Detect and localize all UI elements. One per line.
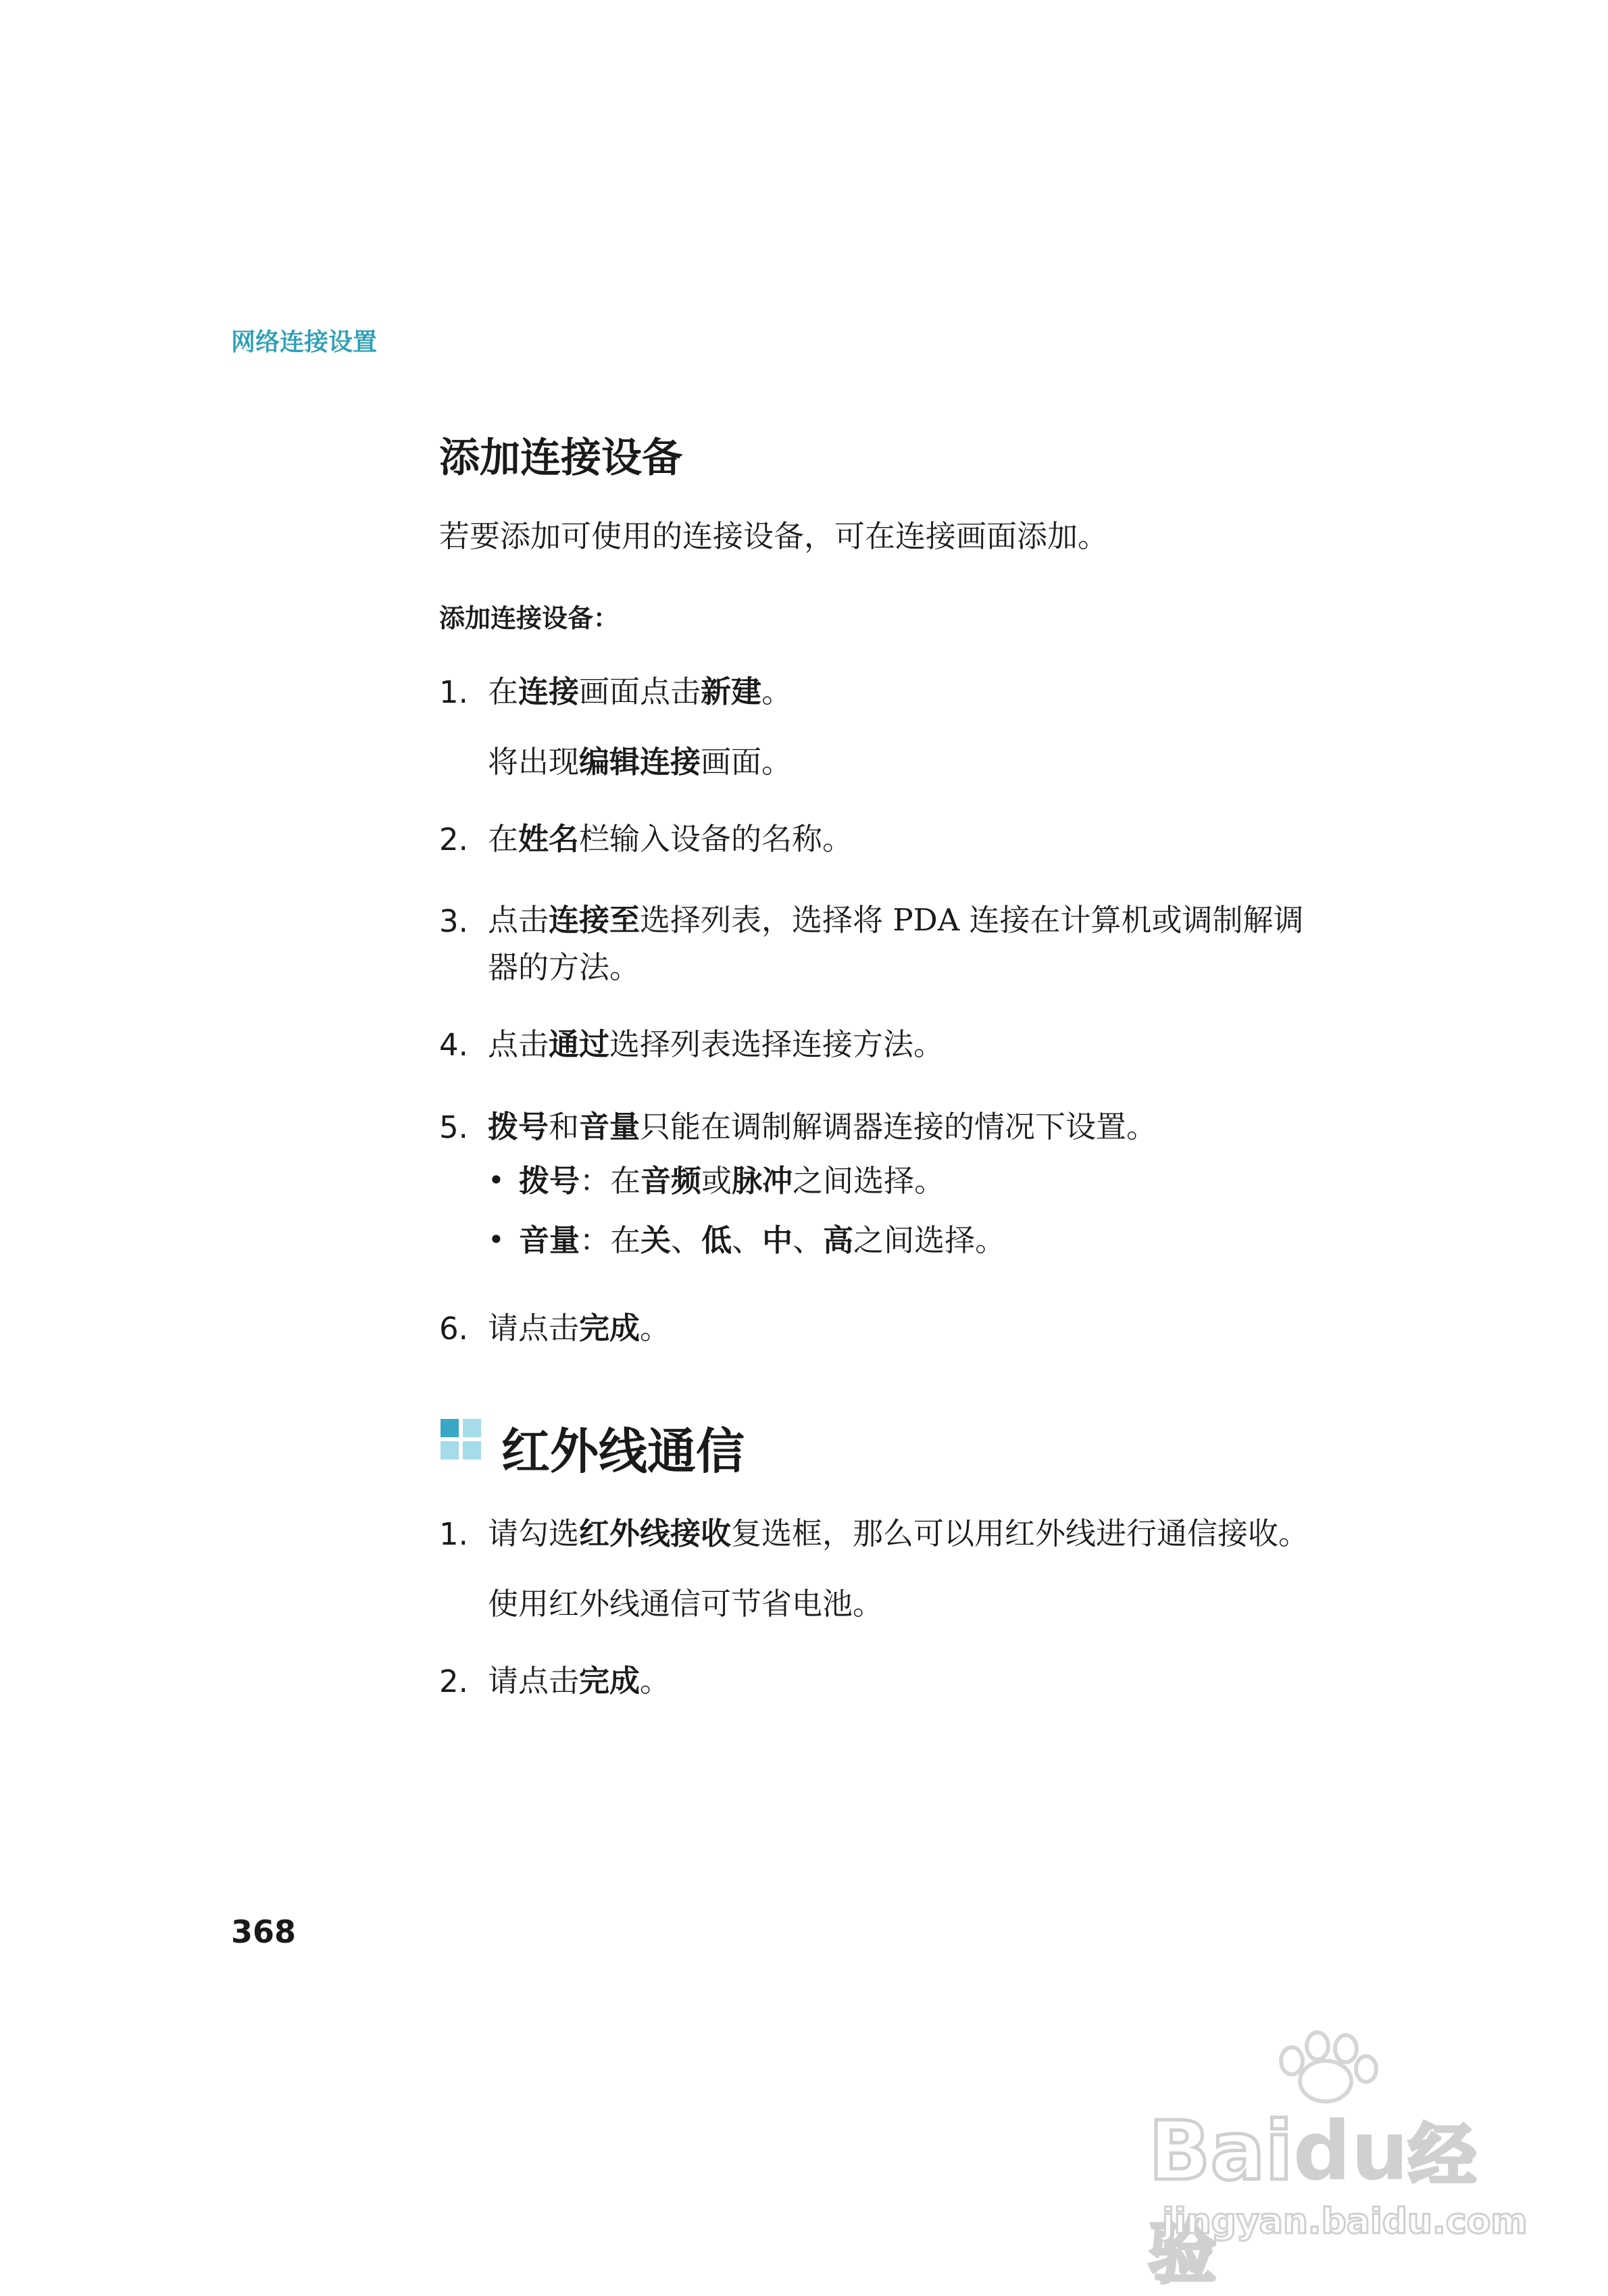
- term-volume: 音量: [519, 1222, 580, 1258]
- ir-step-2-text: [488, 1655, 670, 1707]
- term-edit-connection: 编辑连接: [579, 744, 701, 780]
- term-name: 姓名: [518, 821, 580, 857]
- term-high: 高: [823, 1222, 854, 1258]
- heading-add-device: 添加连接设备: [439, 434, 682, 482]
- bullet-volume: [519, 1215, 1005, 1266]
- text: 在: [488, 674, 519, 709]
- step-4-text: [488, 1019, 944, 1070]
- section-squares-icon: [441, 1419, 484, 1462]
- term-off: 关: [640, 1222, 672, 1258]
- term-ir-receive: 红外线接收: [579, 1516, 732, 1551]
- text: 在: [488, 821, 519, 857]
- term-done: 完成: [579, 1310, 640, 1346]
- watermark-brand-part: Bai: [1149, 2105, 1293, 2199]
- text: 画面。: [701, 744, 793, 780]
- text: 或: [701, 1163, 732, 1199]
- icon-square: [441, 1441, 459, 1459]
- text: 将出现: [488, 744, 580, 780]
- bullet-dial: [519, 1155, 945, 1207]
- step-number: 1.: [439, 674, 468, 710]
- ir-step-1-note: 使用红外线通信可节省电池。: [488, 1586, 884, 1622]
- watermark-jingyan: 经验: [1149, 2116, 1476, 2293]
- text: 栏输入设备的名称。: [579, 821, 853, 857]
- watermark-brand: [1149, 2101, 1527, 2296]
- step-number: 6.: [439, 1311, 468, 1347]
- text: 之间选择。: [853, 1222, 1006, 1258]
- term-dial: 拨号: [519, 1163, 580, 1199]
- heading-infrared: 红外线通信: [501, 1423, 745, 1480]
- watermark-url: jingyan.baidu.com: [1162, 2201, 1528, 2242]
- text: 和: [549, 1109, 580, 1145]
- text: ：在: [580, 1222, 641, 1258]
- step-6-text: [488, 1303, 670, 1354]
- bullet-dot: •: [488, 1223, 505, 1256]
- section-tag: 网络连接设置: [231, 328, 378, 356]
- text: 请勾选: [488, 1516, 580, 1551]
- step-number: 2.: [439, 1664, 468, 1699]
- text: 选择列表选择连接方法。: [609, 1026, 945, 1062]
- text: 画面点击: [579, 674, 701, 709]
- step-3-text: [488, 895, 1304, 946]
- text: 、: [793, 1222, 824, 1258]
- step-1-text: [488, 666, 792, 718]
- term-volume: 音量: [579, 1109, 640, 1145]
- step-number: 4.: [439, 1027, 468, 1063]
- step-1-note: [488, 737, 792, 788]
- term-connect-to: 连接至: [549, 902, 640, 938]
- term-dial: 拨号: [488, 1109, 549, 1145]
- ir-step-1-text: [488, 1508, 1309, 1559]
- icon-square: [463, 1441, 481, 1459]
- step-2-text: [488, 814, 853, 865]
- bullet-dot: •: [488, 1164, 505, 1197]
- text: 请点击: [488, 1310, 580, 1346]
- text: 。: [761, 674, 793, 709]
- term-pulse: 脉冲: [732, 1163, 793, 1199]
- text: 只能在调制解调器连接的情况下设置。: [640, 1109, 1157, 1145]
- text: 。: [640, 1310, 671, 1346]
- watermark-brand-du: du: [1292, 2105, 1409, 2199]
- page-number: 368: [231, 1914, 297, 1950]
- step-3-text-line2: 器的方法。: [488, 949, 640, 985]
- text: 之间选择。: [793, 1163, 945, 1199]
- term-low: 低: [701, 1222, 732, 1258]
- step-number: 2.: [439, 822, 468, 857]
- baidu-watermark: [1149, 2027, 1528, 2293]
- term-connection: 连接: [518, 674, 580, 709]
- term-new: 新建: [701, 674, 762, 709]
- step-number: 1.: [439, 1516, 468, 1552]
- icon-square: [463, 1419, 481, 1437]
- intro-paragraph: 若要添加可使用的连接设备，可在连接画面添加。: [439, 518, 1109, 554]
- term-tone: 音频: [640, 1163, 702, 1199]
- text: ：在: [580, 1163, 641, 1199]
- step-5-text: [488, 1101, 1157, 1153]
- step-number: 5.: [439, 1109, 468, 1145]
- icon-square: [441, 1419, 459, 1437]
- term-done: 完成: [579, 1663, 640, 1699]
- text: 请点击: [488, 1663, 580, 1699]
- text: 。: [640, 1663, 671, 1699]
- text: 点击: [488, 1026, 549, 1062]
- steps-heading: 添加连接设备：: [439, 603, 620, 633]
- step-number: 3.: [439, 903, 468, 939]
- text: 、: [671, 1222, 702, 1258]
- text: 复选框，那么可以用红外线进行通信接收。: [731, 1516, 1309, 1551]
- term-via: 通过: [549, 1026, 610, 1062]
- term-medium: 中: [762, 1222, 793, 1258]
- text: 点击: [488, 902, 549, 938]
- text: 、: [732, 1222, 763, 1258]
- text: 选择列表，选择将 PDA 连接在计算机或调制解调: [640, 902, 1304, 938]
